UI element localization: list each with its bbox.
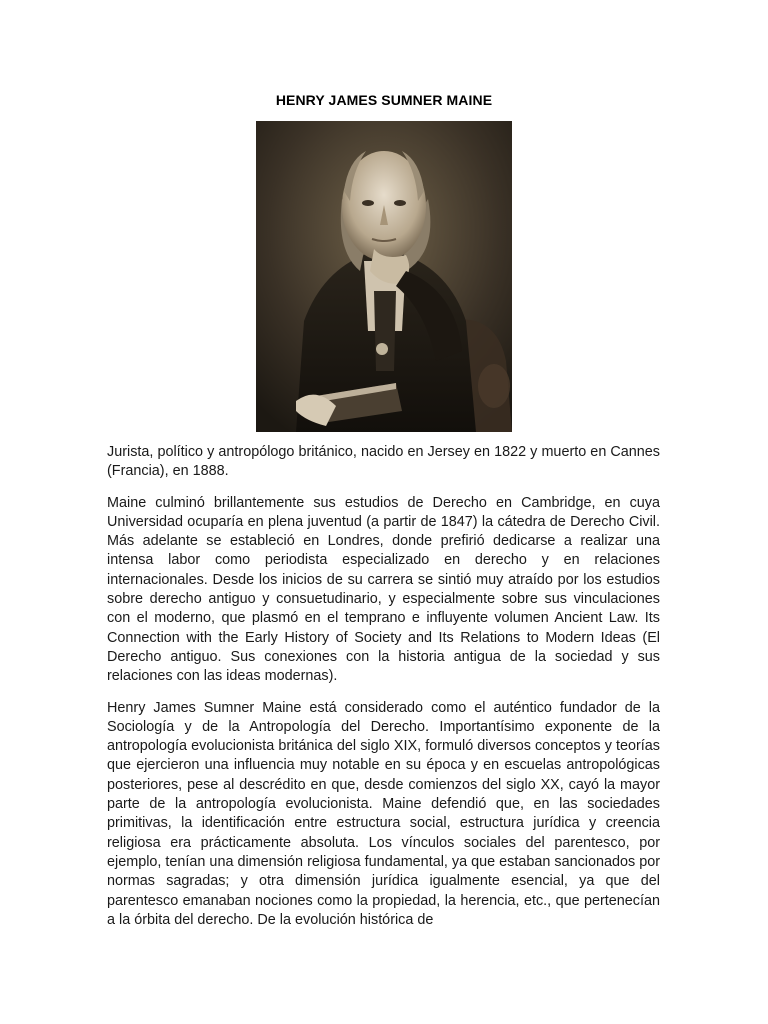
portrait-photo (256, 121, 512, 432)
paragraph-2: Maine culminó brillantemente sus estudios de Derecho en Cambridge, en cuya Universidad ocuparía en plena juventud (a partir de 1847) la cátedra de Derecho Civil. Más adelante se estableció en Londres, donde prefirió dedicarse a realizar una intensa labor como periodista especializado en derecho y en relaciones internacionales. Desde los inicios de su carrera se sintió muy atraído por los estudios sobre derecho antiguo y consuetudinario, y especialmente sobre sus vinculaciones con el moderno, que plasmó en el temprano e influyente volumen Ancient Law. Its Connection with the Early History of Society and Its Relations to Modern Ideas (El Derecho antiguo. Sus conexiones con la historia antigua de la sociedad y sus relaciones con las ideas modernas). (107, 494, 660, 685)
paragraph-1: Jurista, político y antropólogo británico, nacido en Jersey en 1822 y muerto en Cannes (Francia), en 1888. (107, 444, 660, 480)
page-title: HENRY JAMES SUMNER MAINE (275, 92, 493, 108)
paragraph-3: Henry James Sumner Maine está considerado como el auténtico fundador de la Sociología y de la Antropología del Derecho. Importantísimo exponente de la antropología evolucionista británica del siglo XIX, formuló diversos conceptos y teorías que ejercieron una influencia muy notable en su época y en escuelas antropológicas posteriores, pese al descrédito en que, desde comienzos del siglo XX, cayó la mayor parte de la antropología evolucionista. Maine defendió que, en las sociedades primitivas, la identificación entre estructura social, estructura jurídica y creencia religiosa era prácticamente absoluta. Los vínculos sociales del parentesco, por ejemplo, tenían una dimensión religiosa fundamental, ya que estaban sancionados por normas sagradas; y otra dimensión jurídica igualmente esencial, ya que del parentesco emanaban nociones como la propiedad, la herencia, etc., que pertenecían a la órbita del derecho. De la evolución histórica de (107, 699, 660, 928)
body-text (107, 443, 660, 942)
